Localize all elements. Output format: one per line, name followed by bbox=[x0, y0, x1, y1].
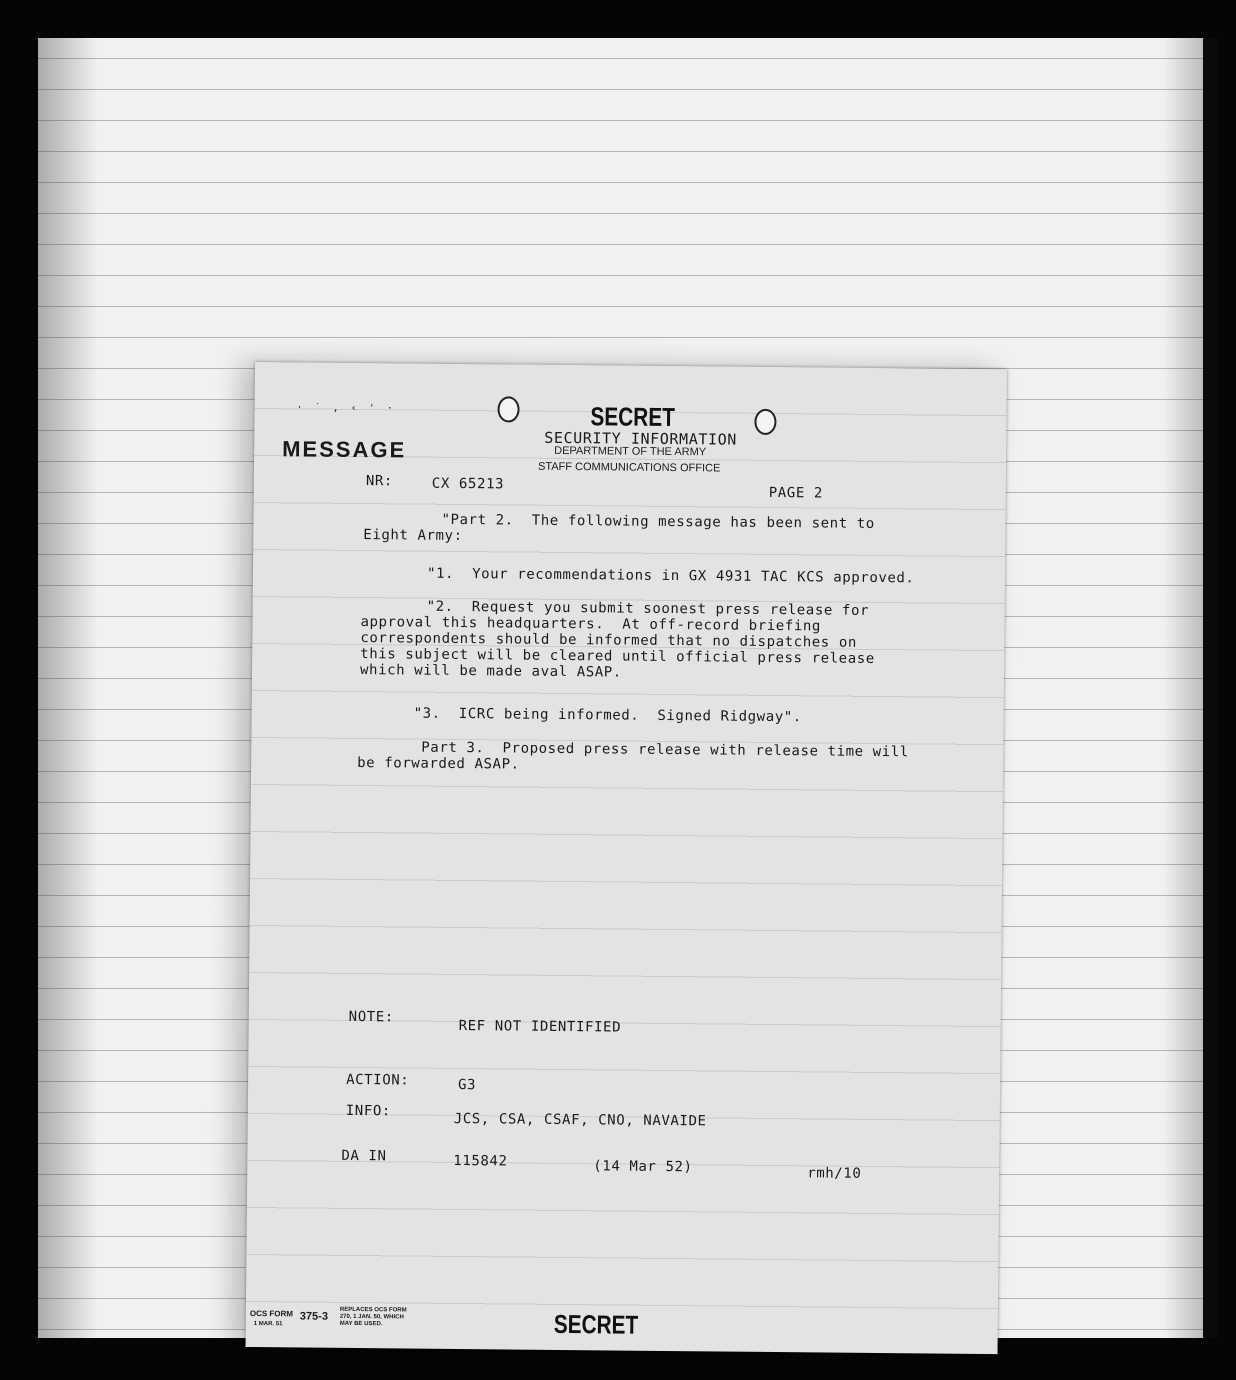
replaces-line3: MAY BE USED. bbox=[339, 1320, 383, 1328]
replaces-line1: REPLACES OCS FORM bbox=[339, 1306, 407, 1314]
department-label: DEPARTMENT OF THE ARMY bbox=[554, 444, 707, 459]
paper-specks: · ˙ ‚ ‹ ' · bbox=[296, 402, 396, 415]
part2-line1: "Part 2. The following message has been sent to bbox=[441, 511, 875, 532]
info-value: JCS, CSA, CSAF, CNO, NAVAIDE bbox=[453, 1110, 707, 1130]
item2-line4: this subject will be cleared until official press release bbox=[360, 646, 875, 667]
operator-initials: rmh/10 bbox=[807, 1165, 862, 1182]
form-label: OCS FORM bbox=[249, 1308, 294, 1319]
item1: "1. Your recommendations in GX 4931 TAC KCS approved. bbox=[426, 565, 915, 587]
item2-line1: "2. Request you submit soonest press release for bbox=[426, 598, 870, 619]
punch-hole-left bbox=[497, 396, 519, 422]
part3-line1: Part 3. Proposed press release with release time will bbox=[421, 739, 909, 761]
nr-label: NR: bbox=[365, 473, 394, 490]
security-information-label: SECURITY INFORMATION bbox=[544, 428, 737, 449]
item2-line5: which will be made aval ASAP. bbox=[359, 662, 622, 681]
action-value: G3 bbox=[457, 1076, 477, 1094]
classification-bottom: SECRET bbox=[553, 1308, 639, 1340]
nr-value: CX 65213 bbox=[431, 475, 505, 493]
note-value: REF NOT IDENTIFIED bbox=[458, 1017, 622, 1036]
item2-line3: correspondents should be informed that no dispatches on bbox=[360, 630, 858, 651]
item2-line2: approval this headquarters. At off-record briefing bbox=[360, 614, 822, 635]
action-label: ACTION: bbox=[346, 1071, 410, 1089]
classification-top: SECRET bbox=[590, 401, 676, 433]
part3-line2: be forwarded ASAP. bbox=[357, 754, 520, 773]
note-label: NOTE: bbox=[348, 1008, 394, 1026]
page-number: PAGE 2 bbox=[768, 484, 824, 502]
part2-line2: Eight Army: bbox=[363, 527, 463, 545]
form-date: 1 MAR. 51 bbox=[253, 1321, 283, 1328]
info-label: INFO: bbox=[345, 1102, 392, 1120]
item3: "3. ICRC being informed. Signed Ridgway". bbox=[413, 705, 802, 726]
frame-edge bbox=[1203, 38, 1217, 1338]
form-title: MESSAGE bbox=[282, 436, 407, 463]
da-in-label: DA IN bbox=[341, 1147, 387, 1165]
message-document bbox=[246, 362, 1007, 1354]
replaces-line2: 270, 1 JAN. 50, WHICH bbox=[339, 1313, 404, 1321]
punch-hole-right bbox=[754, 409, 776, 435]
date-value: (14 Mar 52) bbox=[593, 1158, 693, 1176]
form-number: 375-3 bbox=[299, 1310, 329, 1323]
office-label: STAFF COMMUNICATIONS OFFICE bbox=[537, 460, 721, 475]
da-in-value: 115842 bbox=[453, 1152, 508, 1170]
